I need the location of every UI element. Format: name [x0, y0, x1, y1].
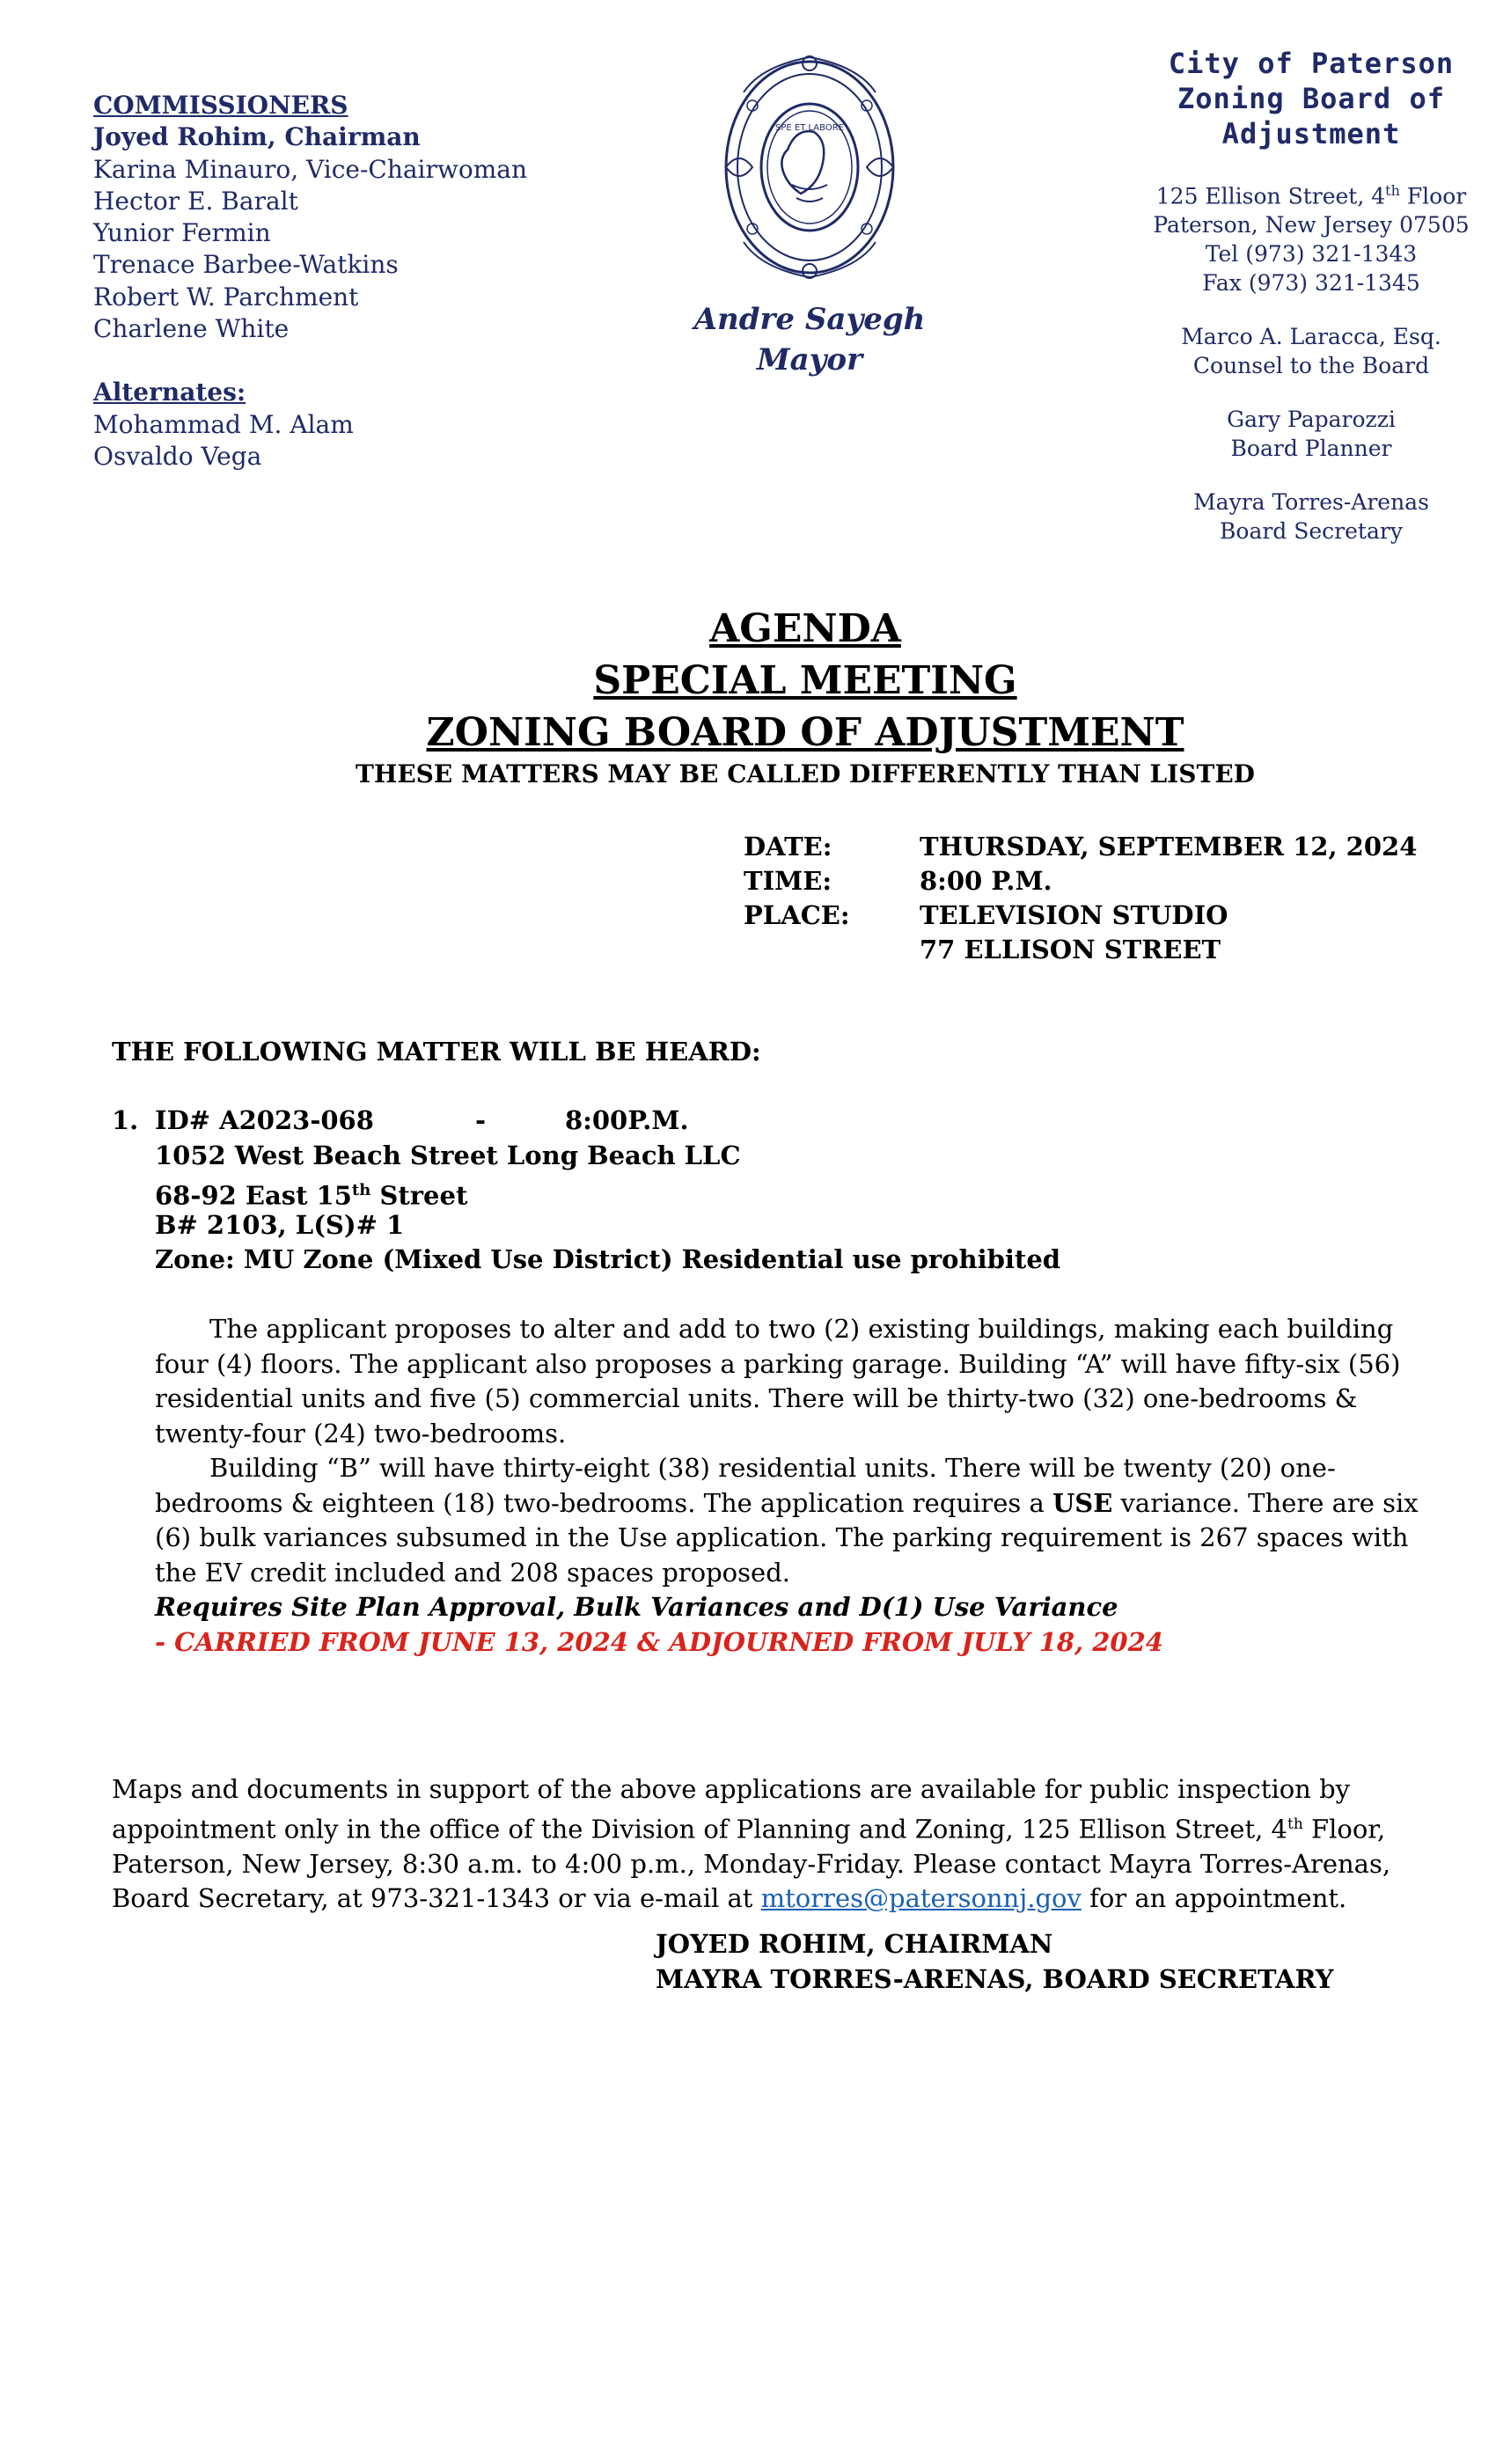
commissioners-block: [93, 90, 527, 473]
address-text-end: Floor: [1399, 183, 1467, 209]
board-city-zip: Paterson, New Jersey 07505: [1153, 212, 1470, 238]
counsel-name: Marco A. Laracca, Esq.: [1181, 324, 1441, 350]
notice-text: for an appointment.: [1081, 1883, 1347, 1914]
commissioner-item: Karina Minauro, Vice-Chairwoman: [93, 154, 527, 184]
notice-text: appointment only in the office of the Division of Planning and Zoning, 125 Ellison Street, 4: [112, 1814, 1287, 1844]
date-value: THURSDAY, SEPTEMBER 12, 2024: [920, 832, 1418, 862]
zone-info: Zone: MU Zone (Mixed Use District) Residential use prohibited: [155, 1244, 1061, 1274]
description-line: twenty-four (24) two-bedrooms.: [155, 1418, 567, 1448]
address-sup: th: [351, 1181, 371, 1199]
notice-line: Maps and documents in support of the above applications are available for public inspection by: [112, 1774, 1351, 1804]
description-line: (6) bulk variances subsumed in the Use application. The parking requirement is 267 spaces with: [155, 1522, 1409, 1552]
planner-name: Gary Paparozzi: [1227, 407, 1396, 433]
signature-block: [656, 1927, 1333, 1997]
board-name-line2: Adjustment: [1221, 117, 1401, 150]
commissioner-item: Trenace Barbee-Watkins: [93, 250, 399, 280]
commissioner-chairman: Joyed Rohim, Chairman: [93, 122, 421, 152]
alternates-label: Alternates:: [93, 378, 246, 407]
address-text: 125 Ellison Street, 4: [1155, 183, 1386, 209]
description-line: The applicant proposes to alter and add to two (2) existing buildings, making each building: [209, 1314, 1394, 1344]
counsel-title: Counsel to the Board: [1192, 353, 1430, 379]
city-seal-icon: [704, 44, 915, 290]
meeting-type-title: SPECIAL MEETING: [593, 658, 1017, 703]
secretary-email-link[interactable]: mtorres@patersonnj.gov: [760, 1883, 1082, 1914]
section-heading: THE FOLLOWING MATTER WILL BE HEARD:: [112, 1037, 761, 1067]
item-dash: -: [475, 1105, 487, 1135]
signature-secretary: MAYRA TORRES-ARENAS, BOARD SECRETARY: [656, 1963, 1334, 1994]
notice-text: Floor,: [1302, 1814, 1386, 1844]
notice-sup: th: [1287, 1815, 1303, 1833]
board-header: [1126, 46, 1496, 546]
seal-motto: SPE ET LABORE: [775, 123, 844, 133]
board-fax: Fax (973) 321-1345: [1202, 270, 1420, 297]
description-line: Building “B” will have thirty-eight (38) residential units. There will be twenty (20) one-: [209, 1453, 1336, 1483]
commissioner-item: Robert W. Parchment: [93, 282, 359, 312]
meeting-details: [0, 830, 1496, 971]
board-title: ZONING BOARD OF ADJUSTMENT: [426, 710, 1184, 755]
address-post: Street: [370, 1180, 468, 1211]
application-id: ID# A2023-068: [155, 1105, 374, 1135]
description-line: [155, 1486, 1431, 1522]
agenda-subtitle: THESE MATTERS MAY BE CALLED DIFFERENTLY THAN LISTED: [356, 759, 1255, 788]
notice-text: Board Secretary, at 973-321-1343 or via e-mail at: [112, 1883, 761, 1914]
notice-line: [112, 1881, 1432, 1917]
public-notice: [112, 1772, 1432, 1917]
address-pre: 68-92 East 15: [155, 1180, 352, 1211]
mayor-title: Mayor: [756, 342, 862, 378]
board-tel: Tel (973) 321-1343: [1205, 241, 1418, 268]
commissioner-item: Hector E. Baralt: [93, 186, 298, 216]
alternate-item: Osvaldo Vega: [93, 441, 262, 471]
description-text: bedrooms & eighteen (18) two-bedrooms. The application requires a: [155, 1487, 1052, 1518]
commissioners-label: COMMISSIONERS: [93, 91, 348, 120]
mayor-name: Andre Sayegh: [693, 302, 926, 337]
place-label: PLACE:: [744, 900, 850, 930]
time-value: 8:00 P.M.: [920, 866, 1052, 896]
notice-line: [112, 1808, 1432, 1847]
mayor-block: [686, 299, 933, 380]
date-label: DATE:: [744, 832, 832, 862]
item-description: [155, 1312, 1431, 1660]
commissioner-item: Yunior Fermin: [93, 218, 271, 248]
city-name: City of Paterson: [1168, 47, 1455, 80]
agenda-item: [0, 1104, 1496, 1667]
item-time: 8:00P.M.: [565, 1105, 689, 1135]
board-address: [1126, 176, 1496, 210]
notice-line: Paterson, New Jersey, 8:30 a.m. to 4:00 p.m., Monday-Friday. Please contact Mayra Torres-Arenas,: [112, 1848, 1391, 1879]
description-line: residential units and five (5) commercial units. There will be thirty-two (32) one-bedrooms &: [155, 1383, 1358, 1413]
commissioner-item: Charlene White: [93, 314, 290, 344]
applicant-name: 1052 West Beach Street Long Beach LLC: [155, 1140, 741, 1170]
agenda-title: AGENDA: [709, 606, 901, 651]
requirements-note: Requires Site Plan Approval, Bulk Variances and D(1) Use Variance: [155, 1592, 1118, 1622]
description-text: variance. There are six: [1112, 1487, 1419, 1518]
item-number: 1.: [112, 1105, 139, 1135]
time-label: TIME:: [744, 866, 832, 896]
alternate-item: Mohammad M. Alam: [93, 409, 354, 439]
use-emphasis: USE: [1052, 1487, 1113, 1518]
secretary-name: Mayra Torres-Arenas: [1193, 489, 1429, 516]
description-line: four (4) floors. The applicant also proposes a parking garage. Building “A” will have fifty-six (56): [155, 1348, 1401, 1379]
address-sup: th: [1385, 182, 1400, 199]
carried-notice: - CARRIED FROM JUNE 13, 2024 & ADJOURNED FROM JULY 18, 2024: [155, 1626, 1163, 1657]
block-lot: B# 2103, L(S)# 1: [155, 1209, 405, 1240]
description-line: the EV credit included and 208 spaces proposed.: [155, 1557, 790, 1588]
signature-chairman: JOYED ROHIM, CHAIRMAN: [656, 1929, 1053, 1959]
place-value-line1: TELEVISION STUDIO: [920, 900, 1228, 930]
place-value-line2: 77 ELLISON STREET: [920, 935, 1221, 964]
board-name-line1: Zoning Board of: [1177, 82, 1445, 115]
planner-title: Board Planner: [1230, 436, 1392, 462]
secretary-title: Board Secretary: [1220, 518, 1403, 545]
